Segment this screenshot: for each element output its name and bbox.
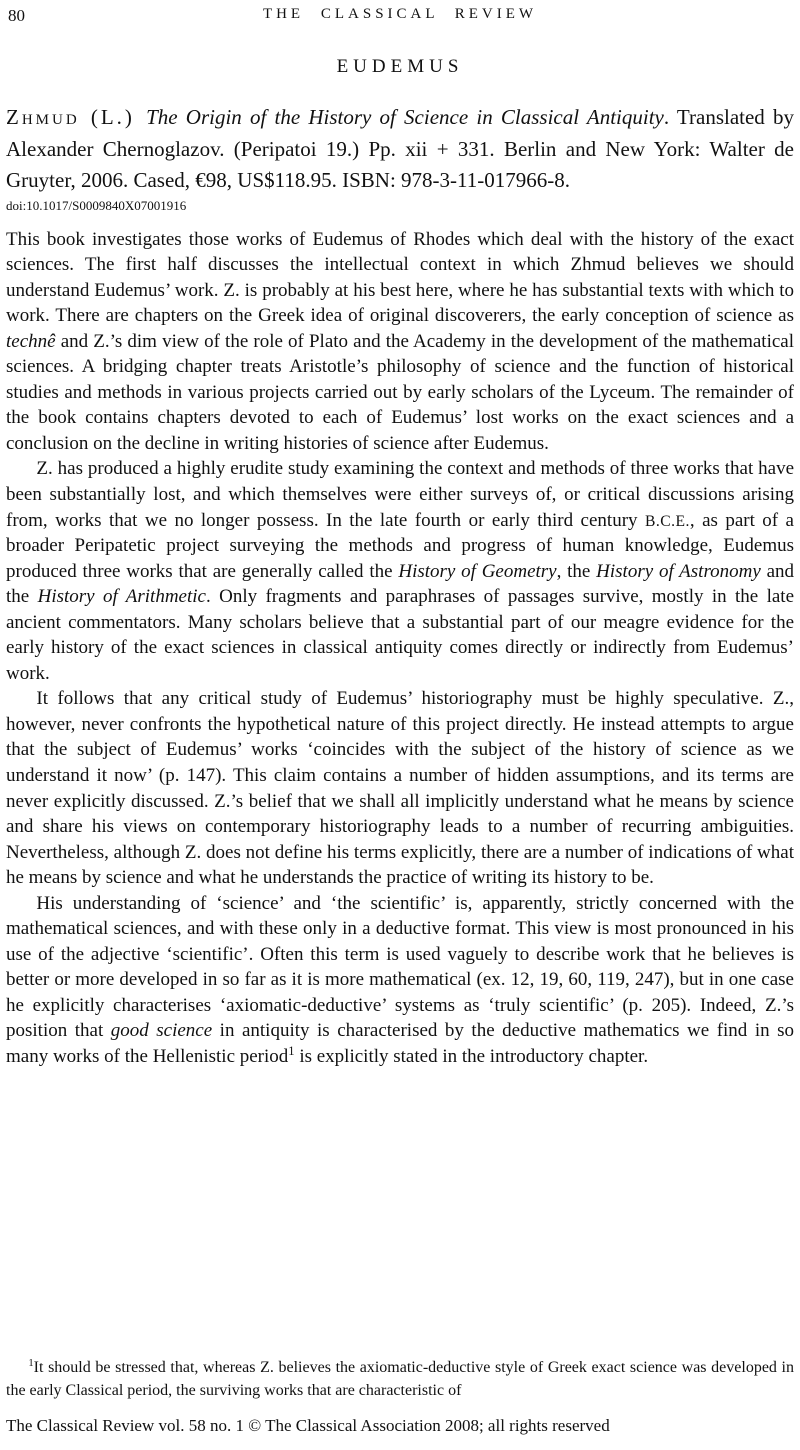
- text-segment: This book investigates those works of Eudemus of Rhodes which deal with the history of the exact sciences. The first half discusses the intellectual context in which Zhmud believes we should understand Eudemus’ work. Z. is probably at his best here, where he has substantial texts with which to work. There are chapters on the Greek idea of original discoverers, the early conception of science as: [6, 228, 794, 327]
- copyright-footer: The Classical Review vol. 58 no. 1 © The Classical Association 2008; all rights reserved: [6, 1416, 610, 1435]
- text-segment: and the: [6, 560, 795, 608]
- book-citation: [6, 102, 794, 197]
- text-segment: , the: [556, 560, 597, 582]
- text-segment: His understanding of ‘science’ and ‘the scientific’ is, apparently, strictly concerned with the mathematical sciences, and with these only in a deductive format. This view is most pronounced in his use of the adjective ‘scientific’. Often this term is used vaguely to describe work that he believes is better or more developed in so far as it is more mathematical (ex. 12, 19, 60, 119, 247), but in one case he explicitly characterises ‘axiomatic-deductive’ systems as ‘truly scientific’ (p. 205). Indeed, Z.’s position that: [6, 892, 794, 1042]
- text-segment: It follows that any critical study of Eudemus’ historiography must be highly speculative. Z., however, never confronts the hypothetical nature of this project directly. He instead attempts to argue that the subject of Eudemus’ works ‘coincides with the subject of the history of science as we understand it now’ (p. 147). This claim contains a number of hidden assumptions, and its terms are never explicitly discussed. Z.’s belief that we shall all implicitly understand what he means by science and share his views on contemporary historiography leads to a number of recurring ambiguities. Nevertheless, although Z. does not define his terms explicitly, there are a number of indications of what he means by science and what he understands the practice of writing its history to be.: [6, 688, 794, 889]
- paragraph-4: [6, 891, 794, 1070]
- text-segment: . Only fragments and paraphrases of passages survive, mostly in the late ancient commentators. Many scholars believe that a substantial part of our meagre evidence for the early history of the exact sciences in classical antiquity comes directly or indirectly from Eudemus’ work.: [6, 586, 795, 684]
- text-segment: B.C.E.: [644, 512, 690, 530]
- text-segment: . Translated by Alexander Chernoglazov. (Peripatoi 19.) Pp. xii + 331. Berlin and New York: Walter de Gruyter, 2006. Cased, €98, US$118.95. ISBN: 978-3-11-017966-8.: [6, 105, 794, 192]
- footnote: [6, 1357, 794, 1402]
- text-segment: History of Geometry: [398, 560, 557, 582]
- text-segment: and Z.’s dim view of the role of Plato and the Academy in the development of the mathematical sciences. A bridging chapter treats Aristotle’s philosophy of science and the function of historical studies and methods in various projects carried out by early scholars of the Lyceum. The remainder of the book contains chapters devoted to each of Eudemus’ lost works on the exact sciences and a conclusion on the decline in writing histories of science after Eudemus.: [6, 330, 794, 454]
- paragraph-1: [6, 227, 794, 457]
- text-segment: good science: [110, 1020, 213, 1042]
- text-segment: Z. has produced a highly erudite study examining the context and methods of three works that have been substantially lost, and which themselves were either surveys of, or critical discussions arising from, works that we no longer possess. In the late fourth or early third century: [6, 458, 794, 531]
- text-segment: in antiquity is characterised by the deductive mathematics we find in so many works of the Hellenistic period: [6, 1020, 794, 1067]
- text-segment: , as part of a broader Peripatetic project surveying the methods and progress of human knowledge, Eudemus produced three works that are generally called the: [6, 509, 794, 582]
- text-segment: 1: [28, 1358, 34, 1370]
- page-number: 80: [8, 6, 25, 25]
- text-segment: It should be stressed that, whereas Z. believes the axiomatic-deductive style of Greek exact science was developed in the early Classical period, the surviving works that are characteristic of: [6, 1359, 794, 1399]
- paragraph-3: [6, 686, 794, 890]
- text-segment: Zhmud (L.): [6, 105, 147, 129]
- text-segment: 1: [288, 1044, 295, 1059]
- paragraph-2: [6, 456, 794, 686]
- doi-line: doi:10.1017/S0009840X07001916: [6, 197, 187, 213]
- text-segment: The Origin of the History of Science in Classical Antiquity: [146, 105, 664, 129]
- review-body: [6, 227, 794, 1070]
- article-title: EUDEMUS: [336, 56, 464, 77]
- text-segment: History of Arithmetic: [37, 586, 206, 608]
- text-segment: is explicitly stated in the introductory chapter.: [294, 1046, 649, 1067]
- journal-title: THE CLASSICAL REVIEW: [262, 6, 538, 22]
- text-segment: History of Astronomy: [596, 560, 761, 582]
- text-segment: technê: [6, 330, 56, 352]
- running-header: [6, 6, 794, 30]
